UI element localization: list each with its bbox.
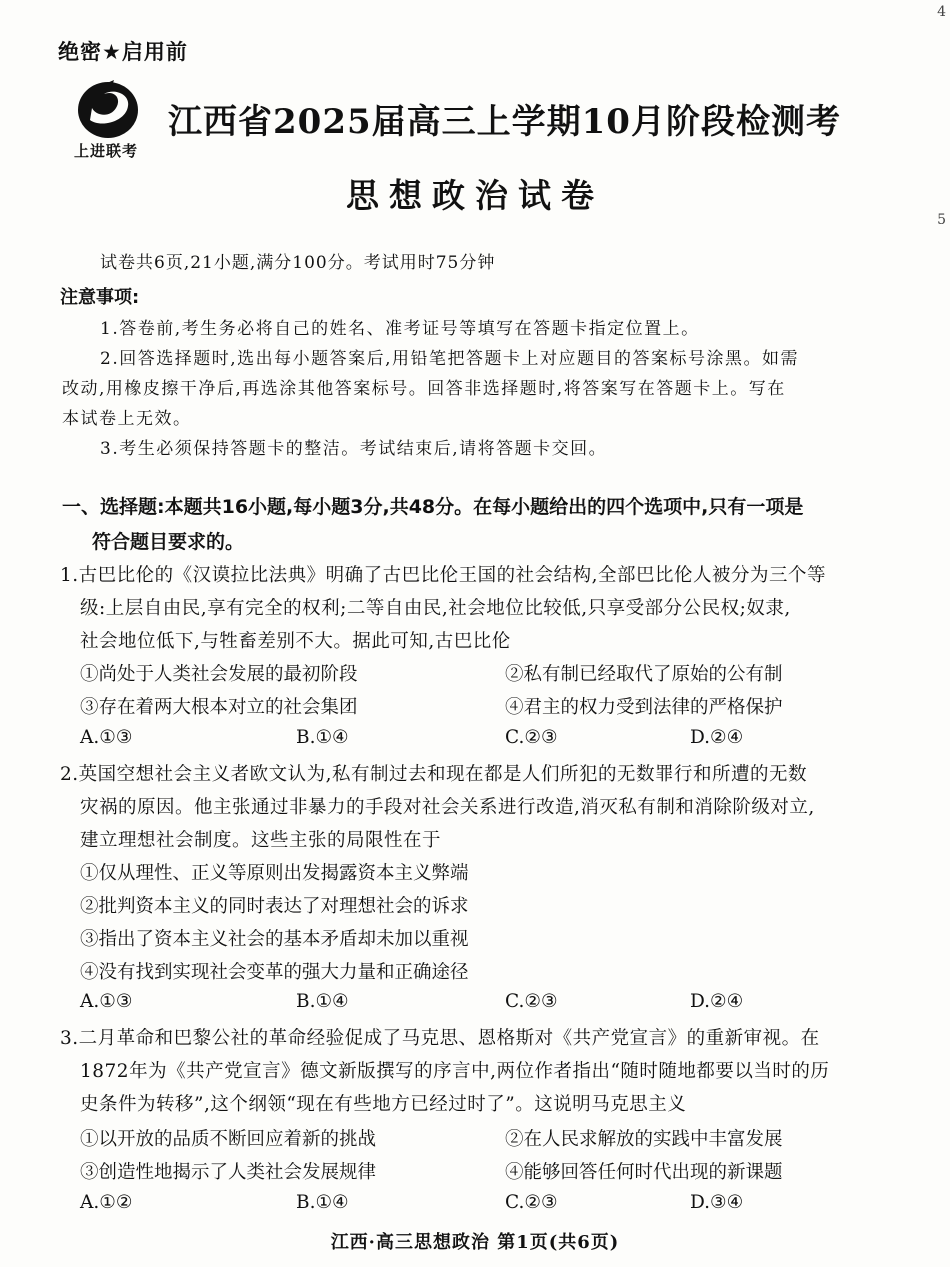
choice-c: C.②③ — [505, 1192, 558, 1213]
choice-d: D.②④ — [690, 991, 744, 1012]
note-line: 改动,用橡皮擦干净后,再选涂其他答案标号。回答非选择题时,将答案写在答题卡上。写在 — [62, 379, 786, 399]
statement: ④没有找到实现社会变革的强大力量和正确途径 — [80, 962, 469, 983]
question-line: 3.二月革命和巴黎公社的革命经验促成了马克思、恩格斯对《共产党宣言》的重新审视。在 — [60, 1028, 820, 1049]
statement: ③存在着两大根本对立的社会集团 — [80, 697, 358, 718]
statement: ④君主的权力受到法律的严格保护 — [505, 697, 783, 718]
question-line: 2.英国空想社会主义者欧文认为,私有制过去和现在都是人们所犯的无数罪行和所遭的无数 — [60, 764, 808, 785]
section-heading: 一、选择题:本题共16小题,每小题3分,共48分。在每小题给出的四个选项中,只有一项是 — [62, 496, 804, 518]
notes-heading: 注意事项: — [60, 287, 140, 308]
statement: ②私有制已经取代了原始的公有制 — [505, 664, 783, 685]
question-line: 建立理想社会制度。这些主张的局限性在于 — [80, 830, 442, 851]
edge-mark: 5 — [937, 212, 946, 228]
statement: ①以开放的品质不断回应着新的挑战 — [80, 1129, 377, 1150]
choice-b: B.①④ — [296, 1192, 349, 1213]
note-line: 2.回答选择题时,选出每小题答案后,用铅笔把答题卡上对应题目的答案标号涂黑。如需 — [100, 349, 800, 369]
choice-c: C.②③ — [505, 991, 558, 1012]
logo-text: 上进联考 — [74, 142, 139, 160]
section-heading-cont: 符合题目要求的。 — [92, 531, 245, 553]
edge-mark: 4 — [937, 4, 946, 20]
choice-a: A.①② — [80, 1192, 133, 1213]
page-footer: 江西·高三思想政治 第1页(共6页) — [330, 1232, 620, 1253]
statement: ①尚处于人类社会发展的最初阶段 — [80, 664, 358, 685]
statement: ②在人民求解放的实践中丰富发展 — [505, 1129, 783, 1150]
choice-a: A.①③ — [80, 991, 133, 1012]
exam-intro: 试卷共6页,21小题,满分100分。考试用时75分钟 — [100, 253, 496, 273]
page-subtitle: 思想政治试卷 — [346, 176, 604, 215]
choice-a: A.①③ — [80, 727, 133, 748]
secret-label: 绝密★启用前 — [58, 40, 188, 64]
choice-d: D.③④ — [690, 1192, 744, 1213]
question-line: 史条件为转移”,这个纲领“现在有些地方已经过时了”。这说明马克思主义 — [80, 1094, 687, 1115]
question-line: 灾祸的原因。他主张通过非暴力的手段对社会关系进行改造,消灭私有制和消除阶级对立, — [80, 797, 815, 818]
note-line: 3.考生必须保持答题卡的整洁。考试结束后,请将答题卡交回。 — [100, 439, 608, 459]
note-line: 本试卷上无效。 — [62, 409, 192, 429]
choice-c: C.②③ — [505, 727, 558, 748]
question-line: 1872年为《共产党宣言》德文新版撰写的序言中,两位作者指出“随时随地都要以当时的历 — [80, 1061, 830, 1082]
logo-swirl-icon — [70, 76, 150, 146]
statement: ③创造性地揭示了人类社会发展规律 — [80, 1162, 377, 1183]
question-line: 社会地位低下,与牲畜差别不大。据此可知,古巴比伦 — [80, 631, 511, 652]
statement: ④能够回答任何时代出现的新课题 — [505, 1162, 783, 1183]
choice-d: D.②④ — [690, 727, 744, 748]
question-line: 1.古巴比伦的《汉谟拉比法典》明确了古巴比伦王国的社会结构,全部巴比伦人被分为三个等 — [60, 565, 827, 586]
choice-b: B.①④ — [296, 991, 349, 1012]
note-line: 1.答卷前,考生务必将自己的姓名、准考证号等填写在答题卡指定位置上。 — [100, 319, 700, 339]
statement: ①仅从理性、正义等原则出发揭露资本主义弊端 — [80, 863, 469, 884]
statement: ③指出了资本主义社会的基本矛盾却未加以重视 — [80, 929, 469, 950]
statement: ②批判资本主义的同时表达了对理想社会的诉求 — [80, 896, 469, 917]
question-line: 级:上层自由民,享有完全的权利;二等自由民,社会地位比较低,只享受部分公民权;奴隶, — [80, 598, 791, 619]
page-title: 江西省2025届高三上学期10月阶段检测考 — [168, 102, 841, 142]
choice-b: B.①④ — [296, 727, 349, 748]
